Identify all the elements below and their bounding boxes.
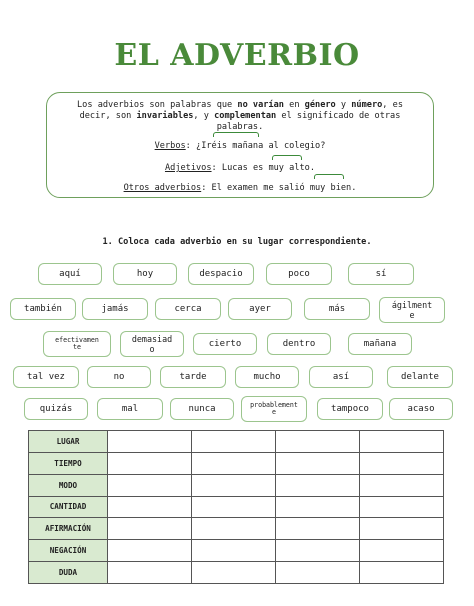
drop-cell[interactable]	[276, 474, 360, 496]
example-label: Verbos	[154, 141, 186, 151]
row-label-tiempo: TIEMPO	[29, 452, 108, 474]
bracket-adjetivos	[272, 155, 302, 160]
example-otros-adverbios	[50, 183, 430, 194]
example-label: Adjetivos	[164, 163, 212, 173]
drop-cell[interactable]	[108, 431, 192, 453]
drop-cell[interactable]	[108, 496, 192, 518]
drop-cell[interactable]	[108, 562, 192, 584]
row-label-cantidad: CANTIDAD	[29, 496, 108, 518]
drop-cell[interactable]	[192, 452, 276, 474]
drop-cell[interactable]	[360, 562, 444, 584]
drop-cell[interactable]	[192, 562, 276, 584]
table-row	[29, 518, 444, 540]
drop-cell[interactable]	[108, 452, 192, 474]
def-text: , y	[193, 111, 215, 121]
def-text: en	[283, 100, 305, 110]
def-text: el significado de otras	[276, 111, 401, 121]
word-chip-probablemente[interactable]	[241, 396, 307, 422]
word-chip-quizas[interactable]: quizás	[24, 398, 88, 420]
chip-text: e	[272, 408, 276, 416]
word-chip-despacio[interactable]: despacio	[188, 263, 254, 285]
word-chip-delante[interactable]: delante	[387, 366, 453, 388]
word-chip-jamas[interactable]: jamás	[82, 298, 148, 320]
definition-line-3: palabras.	[216, 122, 264, 132]
word-chip-cierto[interactable]: cierto	[193, 333, 257, 355]
word-chip-mal[interactable]: mal	[97, 398, 163, 420]
word-chip-efectivamente[interactable]	[43, 331, 111, 357]
word-chip-mucho[interactable]: mucho	[235, 366, 299, 388]
table-row	[29, 496, 444, 518]
drop-cell[interactable]	[192, 540, 276, 562]
example-adjetivos	[50, 163, 430, 174]
bracket-otros	[314, 174, 344, 179]
word-chip-dentro[interactable]: dentro	[267, 333, 331, 355]
example-text: : El examen me salió muy bien.	[201, 183, 357, 193]
drop-cell[interactable]	[276, 431, 360, 453]
drop-cell[interactable]	[108, 518, 192, 540]
word-chip-poco[interactable]: poco	[266, 263, 332, 285]
def-text: y	[335, 100, 352, 110]
drop-cell[interactable]	[192, 431, 276, 453]
word-chip-asi[interactable]: así	[309, 366, 373, 388]
table-row	[29, 540, 444, 562]
word-chip-aqui[interactable]: aquí	[38, 263, 102, 285]
word-chip-no[interactable]: no	[87, 366, 151, 388]
table-row	[29, 562, 444, 584]
bracket-verbos	[213, 132, 259, 137]
classification-table	[28, 430, 444, 584]
definition-line-1	[50, 100, 430, 111]
chip-text: te	[73, 343, 81, 351]
def-bold: género	[304, 100, 336, 110]
example-label: Otros adverbios	[123, 183, 202, 193]
drop-cell[interactable]	[108, 540, 192, 562]
row-label-lugar: LUGAR	[29, 431, 108, 453]
table-row	[29, 431, 444, 453]
chip-text: ágilment	[391, 300, 433, 310]
chip-text: e	[409, 310, 415, 320]
drop-cell[interactable]	[360, 474, 444, 496]
drop-cell[interactable]	[360, 452, 444, 474]
instruction: 1. Coloca cada adverbio en su lugar correspondiente.	[102, 237, 372, 247]
drop-cell[interactable]	[276, 452, 360, 474]
chip-text: demasiad	[131, 334, 173, 344]
def-bold: no varían	[237, 100, 284, 110]
word-chip-tarde[interactable]: tarde	[160, 366, 226, 388]
word-chip-manana[interactable]: mañana	[348, 333, 412, 355]
drop-cell[interactable]	[276, 518, 360, 540]
word-chip-tambien[interactable]: también	[10, 298, 76, 320]
table-row	[29, 474, 444, 496]
drop-cell[interactable]	[192, 474, 276, 496]
example-text: : ¿Iréis mañana al colegio?	[185, 141, 326, 151]
drop-cell[interactable]	[276, 540, 360, 562]
example-text: : Lucas es muy alto.	[211, 163, 316, 173]
drop-cell[interactable]	[360, 518, 444, 540]
def-text: , es	[382, 100, 403, 110]
word-chip-tampoco[interactable]: tampoco	[317, 398, 383, 420]
word-chip-ayer[interactable]: ayer	[228, 298, 292, 320]
drop-cell[interactable]	[360, 496, 444, 518]
word-chip-mas[interactable]: más	[304, 298, 370, 320]
def-text: Los adverbios son palabras que	[77, 100, 238, 110]
drop-cell[interactable]	[192, 496, 276, 518]
def-text: decir, son	[79, 111, 137, 121]
word-chip-agilmente[interactable]	[379, 297, 445, 323]
word-chip-si[interactable]: sí	[348, 263, 414, 285]
drop-cell[interactable]	[108, 474, 192, 496]
row-label-modo: MODO	[29, 474, 108, 496]
example-verbos	[50, 141, 430, 152]
word-chip-hoy[interactable]: hoy	[113, 263, 177, 285]
word-chip-cerca[interactable]: cerca	[155, 298, 221, 320]
def-bold: complementan	[214, 111, 277, 121]
word-chip-acaso[interactable]: acaso	[389, 398, 453, 420]
chip-text: probablement	[250, 401, 298, 409]
page-title: EL ADVERBIO	[114, 38, 360, 73]
drop-cell[interactable]	[276, 496, 360, 518]
chip-text: o	[149, 344, 155, 354]
drop-cell[interactable]	[276, 562, 360, 584]
row-label-afirmacion: AFIRMACIÓN	[29, 518, 108, 540]
row-label-negacion: NEGACIÓN	[29, 540, 108, 562]
table-row	[29, 452, 444, 474]
drop-cell[interactable]	[192, 518, 276, 540]
word-chip-tal-vez[interactable]: tal vez	[13, 366, 79, 388]
word-chip-demasiado[interactable]	[120, 331, 184, 357]
drop-cell[interactable]	[360, 540, 444, 562]
row-label-duda: DUDA	[29, 562, 108, 584]
def-bold: invariables	[136, 111, 194, 121]
def-bold: número	[351, 100, 383, 110]
definition-line-2	[50, 111, 430, 122]
word-chip-nunca[interactable]: nunca	[170, 398, 234, 420]
drop-cell[interactable]	[360, 431, 444, 453]
chip-text: efectivamen	[55, 336, 99, 344]
